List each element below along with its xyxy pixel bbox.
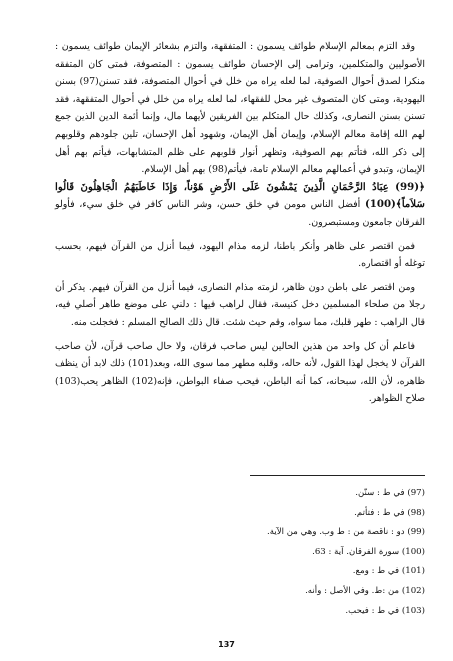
- footnote-97: (97) في ط : سنّن.: [355, 488, 425, 498]
- footnote-102: (102) من :ط. وفي الأصل : وأنه.: [305, 585, 425, 596]
- footnote-100: (100) سورة الفرقان. آية : 63.: [312, 546, 425, 557]
- paragraph-1-quran-continuation: [55, 179, 425, 232]
- paragraph-4: فاعلم أن كل واحد من هذين الحالين ليس صاحب فرقان، ولا حال صاحب قرآن، لأن صاحب القرآن لا يخجل لهذا القول، لأنه حاله، وقلبه مطهر مما سوى الله، وبعد(101) ذلك لابد أن ينظف ظاهره، لأن الله، سبحانه، كما أنه الباطن، فيحب صفاء البواطن، فإنه(102) الظاهر يحب(103) صلاح الظواهر.: [55, 340, 425, 405]
- paragraph-2: فمن اقتصر على ظاهر وأنكر باطنا، لزمه مذام اليهود، فيما أنزل من القرآن فيهم، بحسب توغله أو اقتصاره.: [55, 240, 425, 270]
- main-text: [55, 38, 425, 408]
- paragraph-1: وقد التزم بمعالم الإسلام طوائف يسمون : المتفقهة، والتزم بشعائر الإيمان طوائف يسمون : الأصوليين والمتكلمين، وترامى إلى الإحسان طوائف يسمون : المتصوفة، فمتى كان المتفقه منكرا لصدق أحوال الصوفية، لما لعله يراه من خلل في أحوال المتصوفة، فقد تسنن(97) بسنن اليهودية، ومتى كان المتصوف غير محل للفقهاء، لما لعله يراه من خلل في أحوال المتفقهة، فقد تسنن بسنن النصارى، وكذلك حال المتكلم بين الفريقين لأيهما مال، وإنما أئمة الدين الذين جمع لهم الله إقامة معالم الإسلام، وإيمان أهل الإيمان، وشهود أهل الإحسان، تلين جلودهم وقلوبهم إلى ذكر الله، فتأتم بهم الصوفية، وتظهر أنوار قلوبهم على ظلم المتشابهات، فيأتم بهم أهل الإيمان، وتبدو في أعمالهم معالم الإسلام تامة، فيأتم(98) بهم أهل الإسلام.: [55, 41, 425, 176]
- footnote-separator: [250, 475, 425, 476]
- footnotes: [55, 484, 425, 621]
- footnote-99: (99) دو : ناقصة من : ط وب. وهي من الآية.: [267, 527, 425, 538]
- footnote-101: (101) في ط : ومع.: [352, 566, 425, 577]
- footnote-98: (98) في ط : فتأتم.: [354, 507, 425, 518]
- page-number: 137: [218, 640, 235, 649]
- quran-verse: ﴿(99) عِبَادُ الرَّحْمَانِ الَّذِينَ يَمْشُونَ عَلَى الأَرْضِ هَوْناً، وَإِذَا خَاطَبَهُمُ الْجَاهِلُونَ قَالُوا سَلاَماً﴾(100): [55, 180, 425, 211]
- paragraph-1-continuation: أفضل الناس مومن في خلق حسن، وشر الناس كافر في خلق سيء، فأولو الفرقان جامعون ومستبصرون.: [55, 199, 425, 228]
- footnote-103: (103) في ط : فيحب.: [345, 605, 425, 616]
- paragraph-3: ومن اقتصر على باطن دون ظاهر، لزمته مذام النصارى، فيما أنزل من القرآن فيهم. يذكر أن رجلا من صلحاء المسلمين دخل كنيسة، فقال لراهب فيها : دلني على موضع طاهر أصلي فيه، قال الراهب : طهر قلبك، مما سواه، وقم حيث شئت. قال ذلك الصالح المسلم : فخجلت منه.: [55, 281, 425, 328]
